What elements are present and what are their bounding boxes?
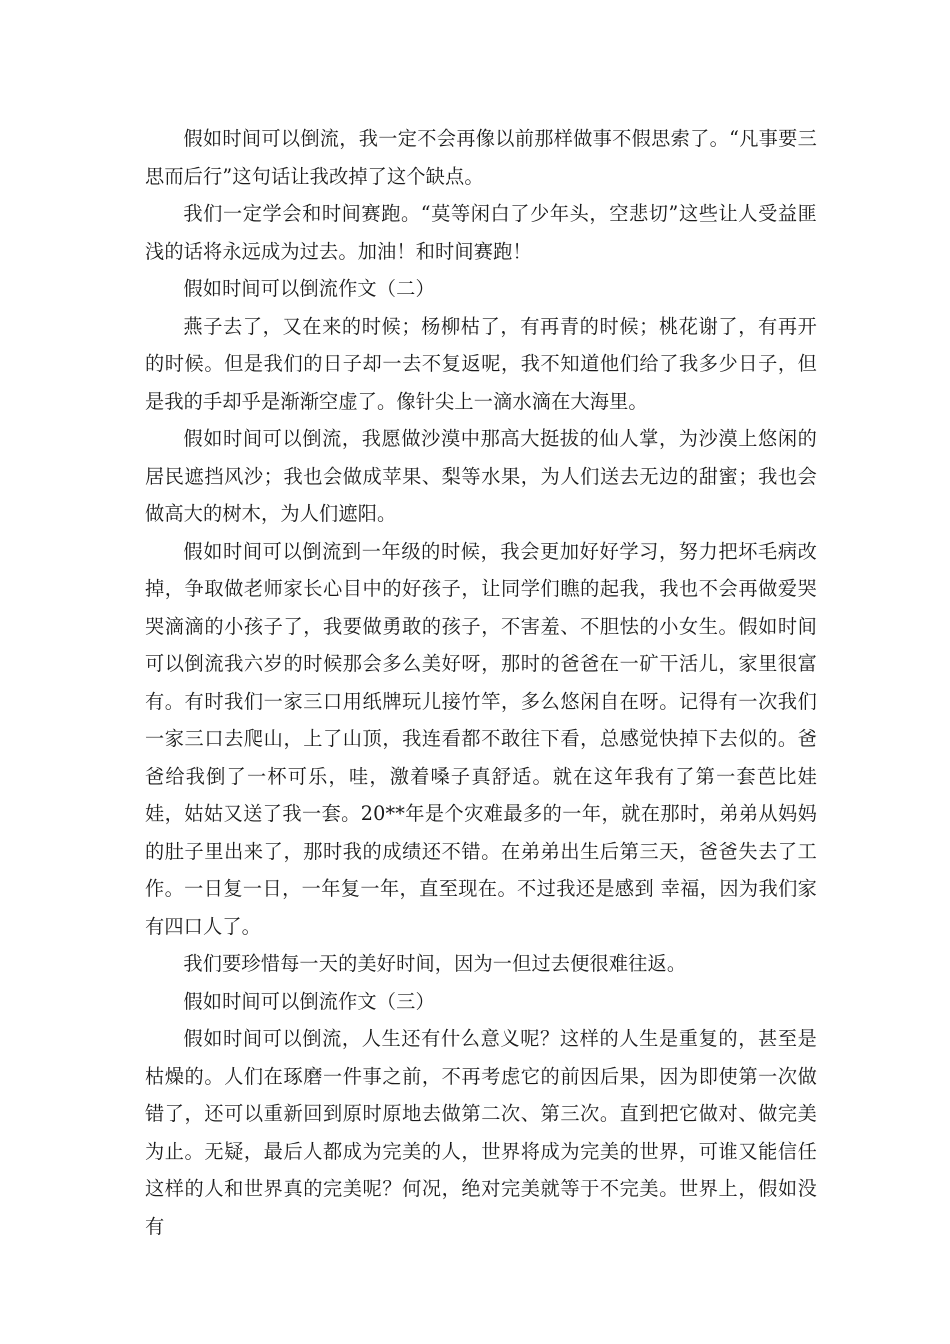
- paragraph-6: 我们要珍惜每一天的美好时间，因为一但过去便很难往返。: [183, 952, 687, 975]
- paragraph-7: 假如时间可以倒流，人生还有什么意义呢？这样的人生是重复的，甚至是枯燥的。人们在琢磨一件事之前，不再考虑它的前因后果，因为即使第一次做错了，还可以重新回到原时原地去做第二次、第三次。直到把它做对、做完美为止。无疑，最后人都成为完美的人，世界将成为完美的世界，可谁又能信任这样的人和世界真的完美呢？何况，绝对完美就等于不完美。世界上，假如没有: [145, 1027, 817, 1238]
- paragraph-3: 燕子去了，又在来的时候；杨柳枯了，有再青的时候；桃花谢了，有再开的时候。但是我们的日子却一去不复返呢，我不知道他们给了我多少日子，但是我的手却乎是渐渐空虚了。像针尖上一滴水滴在大海里。: [145, 314, 817, 413]
- paragraph-2: 我们一定学会和时间赛跑。“莫等闲白了少年头，空悲切”这些让人受益匪浅的话将永远成为过去。加油！和时间赛跑！: [145, 202, 817, 263]
- paragraph-5: 假如时间可以倒流到一年级的时候，我会更加好好学习，努力把坏毛病改掉，争取做老师家长心目中的好孩子，让同学们瞧的起我，我也不会再做爱哭哭滴滴的小孩子了，我要做勇敢的孩子，不害羞、不胆怯的小女生。假如时间可以倒流我六岁的时候那会多么美好呀，那时的爸爸在一矿干活儿，家里很富有。有时我们一家三口用纸牌玩儿接竹竿，多么悠闲自在呀。记得有一次我们一家三口去爬山，上了山顶，我连看都不敢往下看，总感觉快掉下去似的。爸爸给我倒了一杯可乐，哇，激着嗓子真舒适。就在这年我有了第一套芭比娃娃，姑姑又送了我一套。20**年是个灾难最多的一年，就在那时，弟弟从妈妈的肚子里出来了，那时我的成绩还不错。在弟弟出生后第三天，爸爸失去了工作。一日复一日，一年复一年，直至现在。不过我还是感到 幸福，因为我们家有四口人了。: [145, 539, 817, 938]
- section-heading-2: 假如时间可以倒流作文（二）: [183, 277, 435, 300]
- section-heading-3: 假如时间可以倒流作文（三）: [183, 989, 435, 1013]
- paragraph-4: 假如时间可以倒流，我愿做沙漠中那高大挺拔的仙人掌，为沙漠上悠闲的居民遮挡风沙；我也会做成苹果、梨等水果，为人们送去无边的甜蜜；我也会做高大的树木，为人们遮阳。: [145, 427, 817, 525]
- document-body: [145, 120, 817, 1245]
- paragraph-1: 假如时间可以倒流，我一定不会再像以前那样做事不假思索了。“凡事要三思而后行”这句话让我改掉了这个缺点。: [145, 127, 817, 188]
